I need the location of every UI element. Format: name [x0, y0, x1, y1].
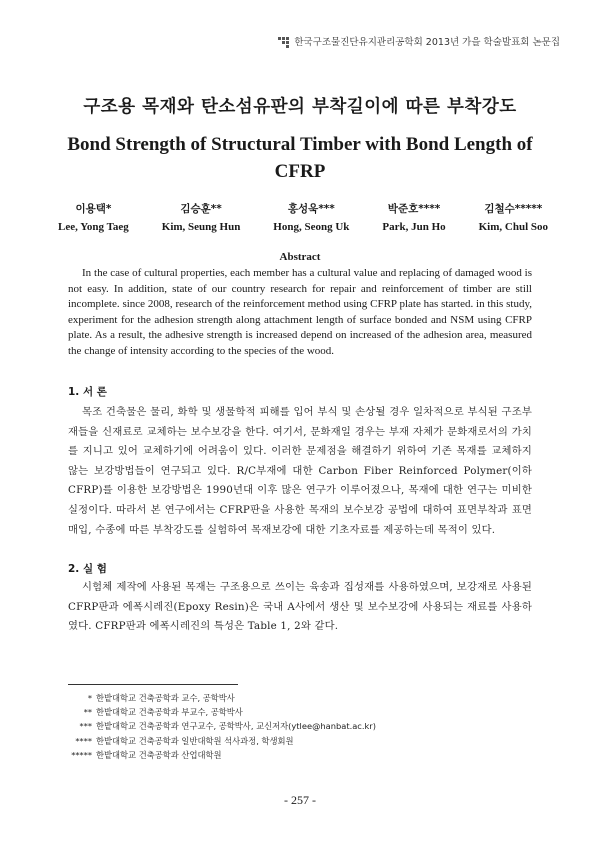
footnote: * 한밭대학교 건축공학과 교수, 공학박사 [87, 693, 235, 703]
author-name-english: Hong, Seong Uk [273, 221, 350, 233]
paper-title-korean: 구조용 목재와 탄소섬유판의 부착길이에 따른 부착강도 [83, 97, 517, 117]
author [162, 201, 241, 233]
footnote: ** 한밭대학교 건축공학과 부교수, 공학박사 [83, 707, 243, 718]
paper-title-english: Bond Strength of Structural Timber with Bond Length of CFRP [67, 134, 533, 182]
section-body-experiment: 시험체 제작에 사용된 목재는 구조용으로 쓰이는 육송과 집성재를 사용하였으며, 보강재로 사용된 CFRP판과 에폭시레진(Epoxy Resin)은 국내 A사에서 생산 및 보수보강에 사용되는 재료를 사용하였다. CFRP판과 에폭시레진의 특성은 Table 1, 2와 같다. [68, 581, 532, 633]
section-body-introduction: 목조 건축물은 물리, 화학 및 생물학적 피해를 입어 부식 및 손상될 경우 일차적으로 부식된 구조부재들을 신재료로 교체하는 보수보강을 한다. 여기서, 문화재일 경우는 부재 자체가 문화재로서의 가치를 지니고 있어 교체하기에 어려움이 있다. 이러한 문제점을 해결하기 위하여 기존 목재를 교체하지 않는 보강방법들이 연구되고 있다. R/C부재에 대한 Carbon Fiber Reinforced Polymer(이하 CFRP)를 이용한 보강방법은 1990년대 이후 많은 연구가 이루어졌으나, 목재에 대한 연구는 미비한 실정이다. 따라서 본 연구에서는 CFRP판을 사용한 목재의 보수보강 공법에 대하여 표면부착과 표면매입, 수종에 따른 부착강도를 실험하여 목재보강에 대한 기초자료를 제공하는데 목적이 있다. [68, 406, 532, 536]
author-name-english: Kim, Seung Hun [161, 221, 241, 233]
author [479, 201, 548, 233]
section-heading-introduction: 1. 서 론 [68, 386, 107, 398]
footnote: ***** 한밭대학교 건축공학과 산업대학원 [71, 749, 222, 760]
abstract-text: In the case of cultural properties, each member has a cultural value and replacing of damaged wood is not easy. In addition, state of our country research for repair and reinforcement of timber are still incomplete. since 2008, research of the reinforcement method using CFRP plate has started. in this study, experiment for the adhesion strength along attachment length of surface bonded and NSM using CFRP plate. As a result, the adhesive strength is increased depend on increased of the adhesion area, measured the change of intensity according to the species of the wood. [68, 267, 532, 357]
author [273, 201, 349, 233]
abstract-heading: Abstract [279, 251, 321, 263]
author-name-english: Lee, Yong Taeg [58, 221, 129, 233]
footnote: *** 한밭대학교 건축공학과 연구교수, 공학박사, 교신저자(ytlee@hanbat.ac.kr) [79, 721, 376, 732]
grid-bullet-icon [278, 37, 290, 46]
page-number: - 257 - [284, 793, 316, 807]
author-list [58, 201, 548, 233]
author-name-korean: 박준호**** [387, 203, 441, 215]
running-header [278, 34, 560, 48]
author-name-korean: 김철수***** [484, 203, 543, 215]
author [382, 201, 445, 233]
author-name-english: Park, Jun Ho [382, 221, 446, 233]
author-name-korean: 김승훈** [180, 203, 222, 215]
author-name-korean: 이용택* [75, 203, 112, 215]
section-heading-experiment: 2. 실 험 [68, 563, 107, 575]
author [58, 201, 129, 233]
proceedings-title: 한국구조물진단유지관리공학회 2013년 가을 학술발표회 논문집 [294, 37, 560, 48]
footnote-divider [68, 684, 238, 685]
footnote: **** 한밭대학교 건축공학과 일반대학원 석사과정, 학생회원 [75, 735, 294, 746]
footnotes [66, 691, 536, 762]
author-name-korean: 홍성욱*** [287, 203, 335, 215]
author-name-english: Kim, Chul Soo [478, 221, 548, 233]
